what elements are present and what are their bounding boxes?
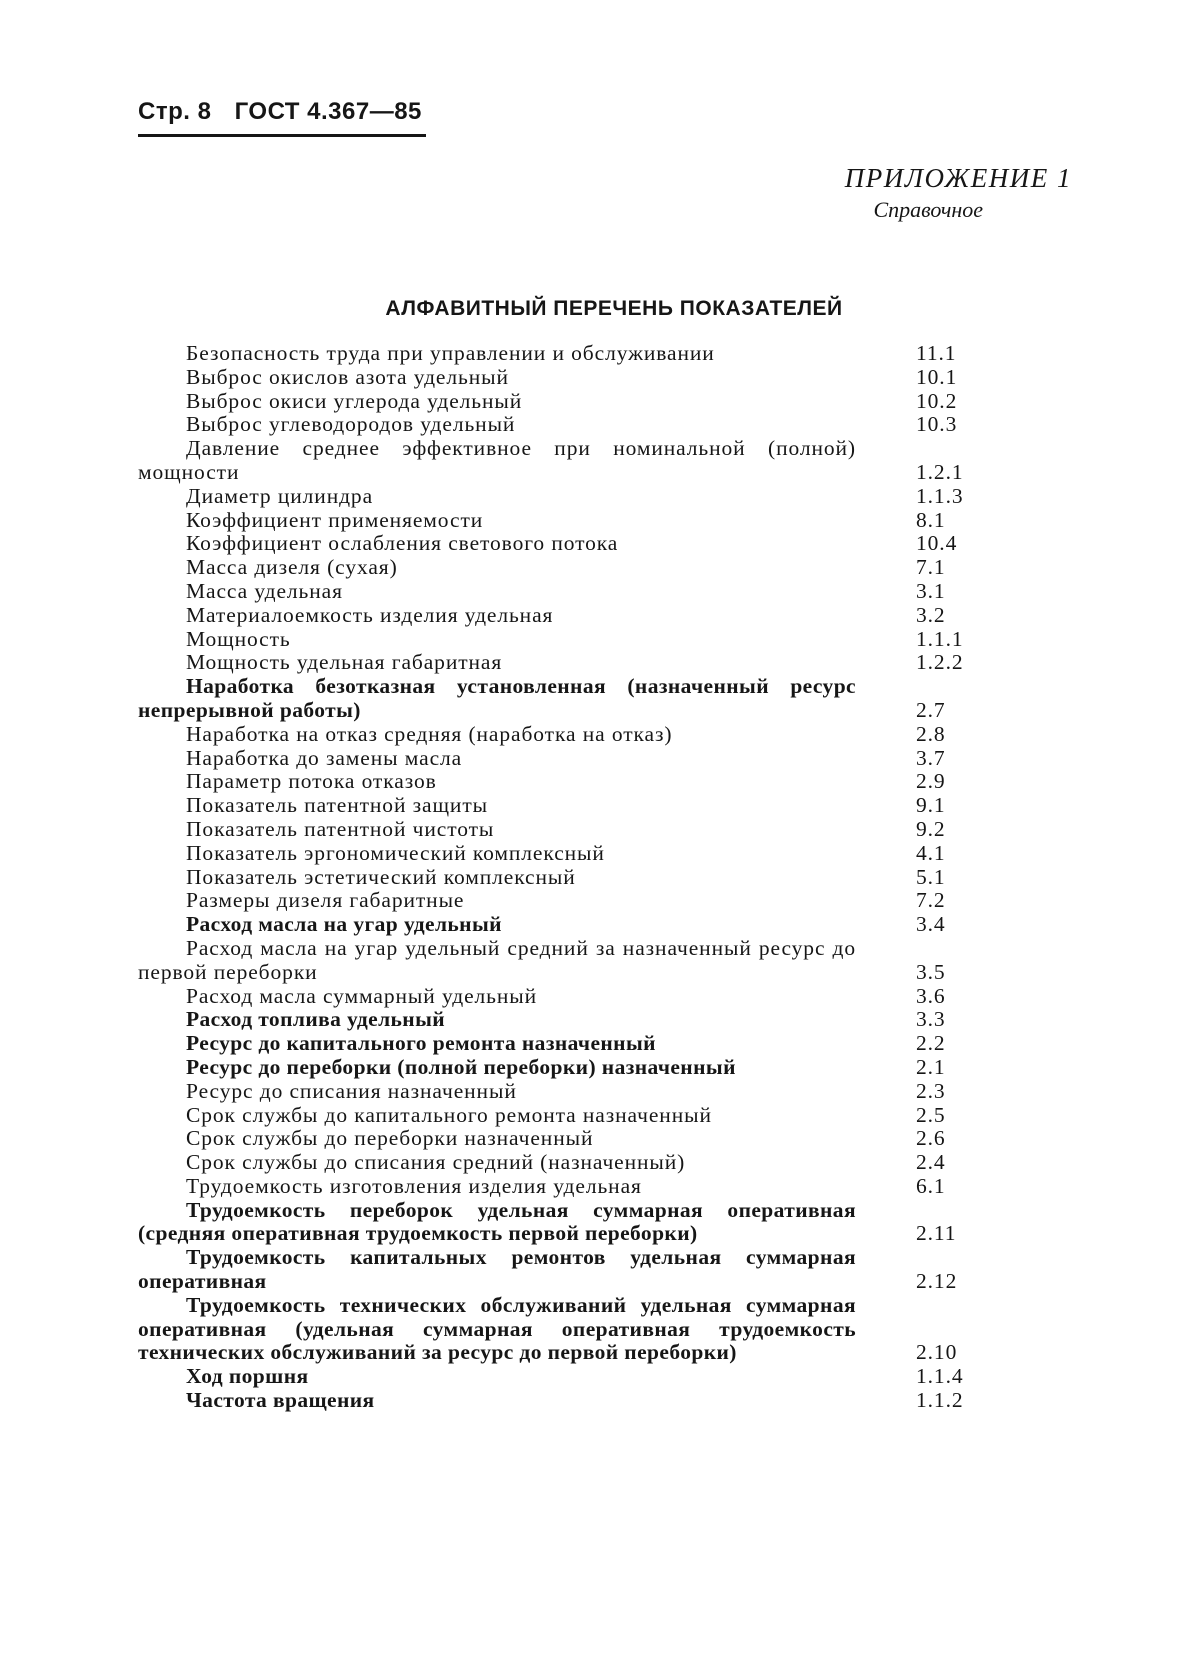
entry-reference: 11.1 (916, 341, 957, 365)
index-entry (138, 1199, 1018, 1247)
entry-text: Срок службы до списания средний (назначенный) (186, 1150, 686, 1175)
entry-reference: 3.1 (916, 578, 946, 603)
entry-text: Расход масла на угар удельный (186, 912, 502, 937)
entry-text: Срок службы до капитального ремонта назначенный (186, 1102, 712, 1127)
entry-text: Показатель патентной защиты (186, 793, 488, 818)
index-entry (138, 509, 1018, 533)
entry-reference: 3.7 (916, 745, 946, 770)
entry-reference: 9.1 (916, 793, 946, 818)
index-entry (138, 342, 1018, 366)
index-entry (138, 604, 1018, 628)
entry-reference: 2.7 (916, 697, 946, 722)
entry-reference: 1.1.4 (916, 1364, 964, 1389)
index-entry (138, 437, 1018, 485)
index-entry (138, 1175, 1018, 1199)
entry-reference: 3.5 (916, 959, 946, 984)
index-entry (138, 913, 1018, 937)
entry-text: Срок службы до переборки назначенный (186, 1126, 594, 1151)
entry-text: Мощность (186, 626, 291, 651)
index-entry (138, 1151, 1018, 1175)
entry-reference: 2.11 (916, 1221, 957, 1246)
index-entry (138, 651, 1018, 675)
index-entry (138, 1056, 1018, 1080)
entry-text: Ход поршня (186, 1364, 309, 1389)
entry-text: Ресурс до списания назначенный (186, 1078, 517, 1103)
index-entry (138, 889, 1018, 913)
entry-reference: 2.4 (916, 1150, 946, 1175)
entry-text: Показатель эстетический комплексный (186, 864, 576, 889)
entry-reference: 1.1.1 (916, 626, 964, 651)
index-list (138, 342, 1018, 1413)
entry-text: Показатель патентной чистоты (186, 816, 495, 841)
index-entry (138, 770, 1018, 794)
index-entry (138, 532, 1018, 556)
index-entry (138, 1008, 1018, 1032)
entry-reference: 1.1.2 (916, 1388, 964, 1413)
header-underline (138, 134, 426, 137)
entry-text: Частота вращения (186, 1388, 375, 1413)
entry-reference: 2.2 (916, 1031, 946, 1056)
index-entry (138, 675, 1018, 723)
entry-text: Расход масла суммарный удельный (186, 983, 538, 1008)
entry-reference: 10.2 (916, 388, 958, 413)
entry-text: Выброс окислов азота удельный (186, 364, 509, 389)
entry-reference: 5.1 (916, 864, 946, 889)
entry-reference: 3.4 (916, 912, 946, 937)
entry-text: Диаметр цилиндра (186, 483, 374, 508)
index-entry (138, 723, 1018, 747)
index-entry (138, 866, 1018, 890)
index-entry (138, 794, 1018, 818)
entry-reference: 7.1 (916, 555, 946, 580)
entry-text: Наработка до замены масла (186, 745, 463, 770)
appendix-title: ПРИЛОЖЕНИЕ 1 (844, 163, 1072, 193)
entry-text: Размеры дизеля габаритные (186, 888, 465, 913)
index-entry (138, 1389, 1018, 1413)
entry-text: Параметр потока отказов (186, 769, 437, 794)
entry-reference: 7.2 (916, 888, 946, 913)
index-entry (138, 1246, 1018, 1294)
index-entry (138, 937, 1018, 985)
entry-reference: 2.3 (916, 1078, 946, 1103)
entry-reference: 10.1 (916, 364, 958, 389)
page-header (138, 98, 438, 126)
index-entry (138, 1127, 1018, 1151)
entry-text: Наработка на отказ средняя (наработка на отказ) (186, 721, 673, 746)
entry-text: Расход масла на угар удельный средний за назначенный ресурс до первой переборки (138, 935, 856, 984)
index-entry (138, 1080, 1018, 1104)
index-entry (138, 747, 1018, 771)
entry-reference: 2.8 (916, 721, 946, 746)
index-entry (138, 818, 1018, 842)
index-entry (138, 1032, 1018, 1056)
entry-reference: 10.3 (916, 412, 958, 437)
entry-text: Коэффициент ослабления светового потока (186, 531, 619, 556)
page-number: Стр. 8 (138, 98, 212, 125)
entry-reference: 6.1 (916, 1173, 946, 1198)
index-entry (138, 985, 1018, 1009)
entry-text: Масса удельная (186, 578, 343, 603)
entry-reference: 3.6 (916, 983, 946, 1008)
entry-reference: 8.1 (916, 507, 946, 532)
entry-reference: 2.6 (916, 1126, 946, 1151)
entry-reference: 1.2.2 (916, 650, 964, 675)
index-entry (138, 556, 1018, 580)
appendix-subtitle: Справочное (873, 197, 983, 222)
entry-text: Ресурс до переборки (полной переборки) назначенный (186, 1054, 736, 1079)
entry-reference: 3.3 (916, 1007, 946, 1032)
index-entry (138, 1104, 1018, 1128)
index-entry (138, 1365, 1018, 1389)
entry-text: Мощность удельная габаритная (186, 650, 503, 675)
entry-text: Трудоемкость технических обслуживаний удельная суммарная оперативная (удельная суммарная оперативная трудоемкость технических обслуживаний за ресурс до первой переборки) (138, 1292, 856, 1365)
index-entry (138, 390, 1018, 414)
index-entry (138, 628, 1018, 652)
entry-text: Ресурс до капитального ремонта назначенный (186, 1031, 656, 1056)
entry-reference: 4.1 (916, 840, 946, 865)
entry-text: Показатель эргономический комплексный (186, 840, 605, 865)
document-title: АЛФАВИТНЫЙ ПЕРЕЧЕНЬ ПОКАЗАТЕЛЕЙ (385, 297, 843, 320)
index-entry (138, 580, 1018, 604)
entry-text: Наработка безотказная установленная (назначенный ресурс непрерывной работы) (138, 674, 856, 722)
entry-text: Материалоемкость изделия удельная (186, 602, 554, 627)
entry-reference: 2.5 (916, 1102, 946, 1127)
entry-text: Давление среднее эффективное при номинальной (полной) мощности (138, 436, 856, 484)
entry-text: Выброс окиси углерода удельный (186, 388, 523, 413)
entry-reference: 2.9 (916, 769, 946, 794)
entry-text: Трудоемкость переборок удельная суммарная оперативная (средняя оперативная трудоемкость первой переборки) (138, 1197, 856, 1246)
entry-text: Расход топлива удельный (186, 1007, 446, 1032)
index-entry (138, 842, 1018, 866)
entry-text: Масса дизеля (сухая) (186, 555, 398, 580)
entry-reference: 2.10 (916, 1340, 958, 1365)
index-entry (138, 366, 1018, 390)
entry-reference: 10.4 (916, 531, 958, 556)
entry-text: Трудоемкость изготовления изделия удельная (186, 1173, 642, 1198)
entry-reference: 1.2.1 (916, 459, 964, 484)
entry-reference: 3.2 (916, 602, 946, 627)
entry-text: Коэффициент применяемости (186, 507, 484, 532)
entry-reference: 1.1.3 (916, 483, 964, 508)
entry-reference: 9.2 (916, 816, 946, 841)
standard-number: ГОСТ 4.367—85 (234, 98, 422, 125)
entry-text: Трудоемкость капитальных ремонтов удельная суммарная оперативная (138, 1245, 856, 1294)
entry-text: Выброс углеводородов удельный (186, 412, 516, 437)
entry-reference: 2.1 (916, 1054, 946, 1079)
index-entry (138, 413, 1018, 437)
index-entry (138, 1294, 1018, 1365)
entry-text: Безопасность труда при управлении и обслуживании (186, 341, 715, 365)
entry-reference: 2.12 (916, 1269, 958, 1294)
index-entry (138, 485, 1018, 509)
